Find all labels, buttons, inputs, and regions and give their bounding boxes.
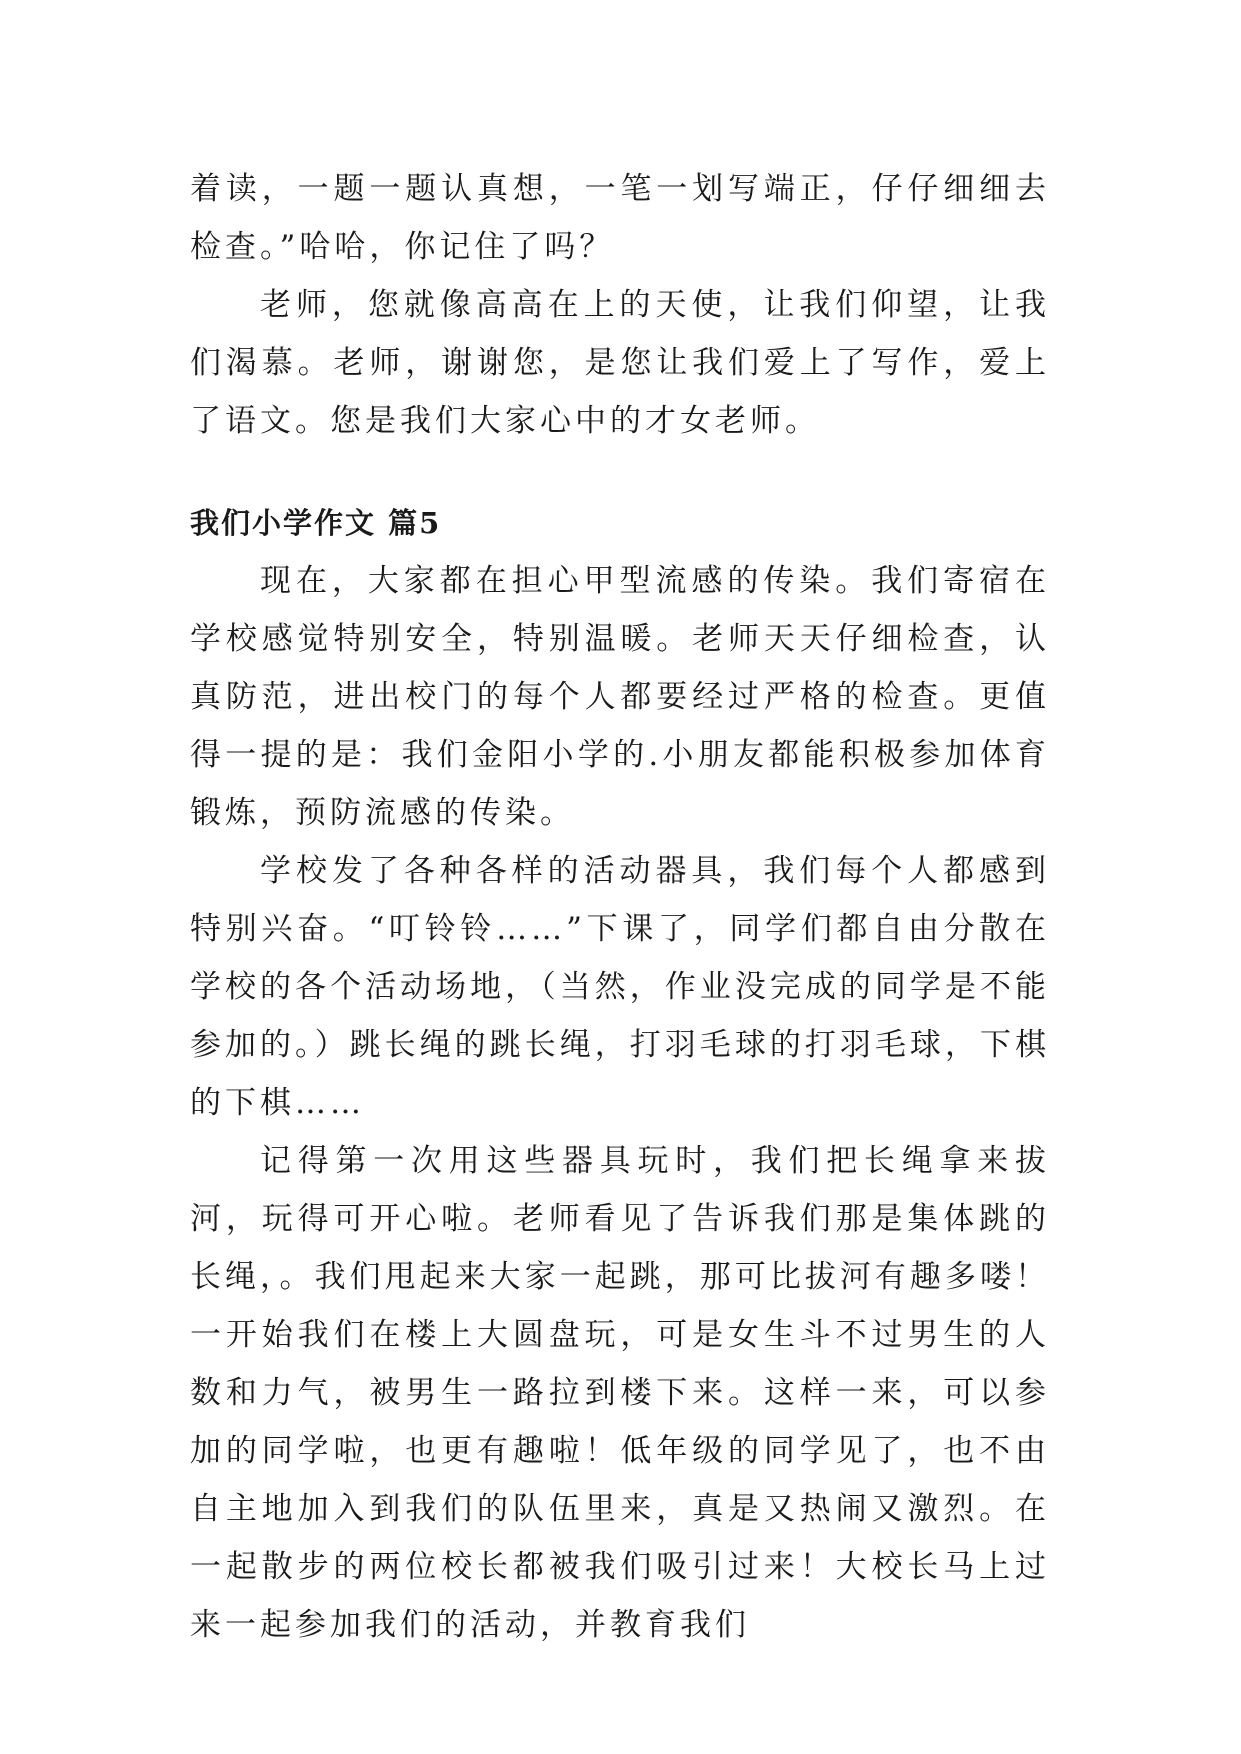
- document-page: [190, 160, 1050, 1654]
- paragraph-activity-equipment: 学校发了各种各样的活动器具，我们每个人都感到特别兴奋。“叮铃铃……”下课了，同学们都自由分散在学校的各个活动场地，（当然，作业没完成的同学是不能参加的。）跳长绳的跳长绳，打羽毛球的打羽毛球，下棋的下棋……: [190, 853, 1050, 1121]
- paragraph-continuation: 着读，一题一题认真想，一笔一划写端正，仔仔细细去检查。”哈哈，你记住了吗？: [190, 171, 1050, 265]
- section-title: 我们小学作文 篇5: [190, 506, 442, 540]
- paragraph-flu-prevention: 现在，大家都在担心甲型流感的传染。我们寄宿在学校感觉特别安全，特别温暖。老师天天仔细检查，认真防范，进出校门的每个人都要经过严格的检查。更值得一提的是：我们金阳小学的.小朋友都能积极参加体育锻炼，预防流感的传染。: [190, 563, 1050, 831]
- paragraph-thanks-teacher: 老师，您就像高高在上的天使，让我们仰望，让我们渴慕。老师，谢谢您，是您让我们爱上了写作，爱上了语文。您是我们大家心中的才女老师。: [190, 287, 1050, 439]
- paragraph-rope-game: 记得第一次用这些器具玩时，我们把长绳拿来拔河，玩得可开心啦。老师看见了告诉我们那是集体跳的长绳，。我们甩起来大家一起跳，那可比拔河有趣多喽！一开始我们在楼上大圆盘玩，可是女生斗不过男生的人数和力气，被男生一路拉到楼下来。这样一来，可以参加的同学啦，也更有趣啦！低年级的同学见了，也不由自主地加入到我们的队伍里来，真是又热闹又激烈。在一起散步的两位校长都被我们吸引过来！大校长马上过来一起参加我们的活动，并教育我们: [190, 1143, 1050, 1643]
